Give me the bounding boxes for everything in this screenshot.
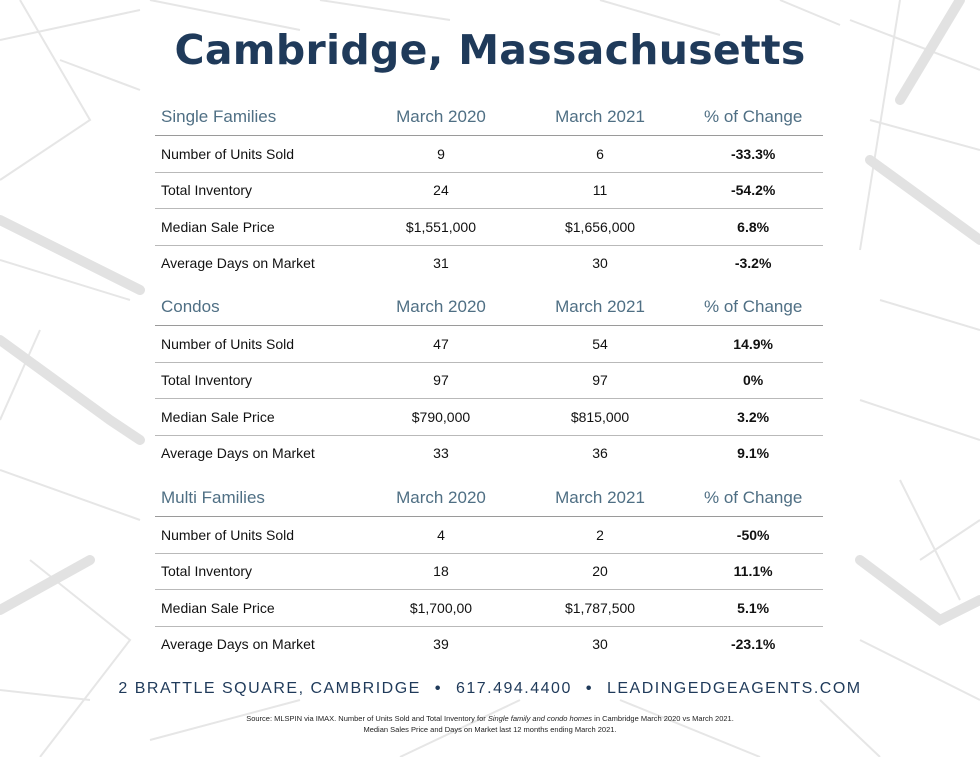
value-change: -3.2% [734, 255, 772, 272]
address-text: 2 BRATTLE SQUARE, CAMBRIDGE [118, 680, 421, 697]
column-march-2020: March 2020 [396, 107, 486, 126]
phone-text: 617.494.4400 [455, 680, 572, 697]
value-2020: 33 [433, 445, 449, 462]
column-march-2021: March 2021 [555, 488, 645, 507]
row-label: Average Days on Market [161, 636, 315, 653]
website-link[interactable]: LEADINGEDGEAGENTS.COM [606, 680, 862, 697]
value-change: 9.1% [737, 445, 770, 462]
source-note [0, 713, 980, 735]
table-header-row [155, 480, 823, 517]
table-row [155, 627, 823, 663]
value-2021: 36 [592, 445, 608, 462]
value-2021: 11 [592, 182, 608, 199]
column-change: % of Change [703, 488, 803, 507]
table-row [155, 517, 823, 554]
value-2021: 30 [592, 636, 608, 653]
row-label: Total Inventory [161, 563, 253, 580]
value-2021: 97 [592, 372, 608, 389]
section-name: Condos [161, 297, 220, 316]
row-label: Median Sale Price [161, 599, 275, 616]
value-change: -50% [736, 526, 770, 543]
row-label: Average Days on Market [161, 255, 315, 272]
source-line-2: Median Sales Price and Days on Market last 12 months ending March 2021. [363, 725, 617, 734]
value-2020: 39 [433, 636, 449, 653]
table-row [155, 326, 823, 363]
value-2021: $1,656,000 [564, 218, 636, 235]
value-change: 6.8% [737, 218, 770, 235]
source-line-1 [0, 713, 980, 724]
separator-dot: • [434, 680, 442, 697]
row-label: Number of Units Sold [161, 335, 295, 352]
table-row [155, 590, 823, 627]
value-change: 5.1% [737, 599, 770, 616]
value-2020: $1,551,000 [405, 218, 476, 235]
value-2020: $1,700,00 [409, 599, 473, 616]
single-families-table [155, 99, 823, 281]
column-change: % of Change [703, 107, 803, 126]
source-text-b: in Cambridge March 2020 vs March 2021. [592, 714, 734, 723]
value-2020: 97 [433, 372, 449, 389]
value-change: 0% [743, 372, 764, 389]
value-2020: 18 [433, 563, 449, 580]
row-label: Median Sale Price [161, 218, 275, 235]
table-row [155, 436, 823, 472]
row-label: Total Inventory [161, 182, 253, 199]
value-change: -23.1% [730, 636, 776, 653]
source-text-emphasis: Single family and condo homes [487, 714, 593, 723]
value-2021: 30 [592, 255, 608, 272]
source-text-a: Source: MLSPIN via IMAX. Number of Units Sold and Total Inventory for [246, 714, 488, 723]
contact-footer [0, 680, 980, 698]
value-2020: $790,000 [411, 408, 471, 425]
value-2021: 54 [592, 335, 608, 352]
table-header-row [155, 289, 823, 326]
column-march-2020: March 2020 [396, 488, 486, 507]
table-row [155, 554, 823, 591]
multi-families-table [155, 480, 823, 662]
page-title: Cambridge, Massachusetts [174, 26, 806, 74]
value-2021: $1,787,500 [564, 599, 636, 616]
value-2020: 24 [433, 182, 449, 199]
value-2021: $815,000 [570, 408, 630, 425]
condos-table [155, 289, 823, 471]
table-header-row [155, 99, 823, 136]
table-row [155, 209, 823, 246]
column-change: % of Change [703, 297, 803, 316]
value-change: 14.9% [733, 335, 773, 352]
section-name: Multi Families [161, 488, 265, 507]
value-2021: 20 [592, 563, 608, 580]
value-2021: 6 [596, 145, 604, 162]
table-row [155, 173, 823, 210]
section-name: Single Families [161, 107, 277, 126]
value-2020: 9 [437, 145, 445, 162]
table-row [155, 363, 823, 400]
table-row [155, 246, 823, 282]
row-label: Median Sale Price [161, 408, 275, 425]
table-row [155, 136, 823, 173]
value-change: -54.2% [730, 182, 776, 199]
row-label: Average Days on Market [161, 445, 315, 462]
row-label: Number of Units Sold [161, 526, 295, 543]
table-row [155, 399, 823, 436]
value-change: -33.3% [730, 145, 776, 162]
column-march-2020: March 2020 [396, 297, 486, 316]
value-2020: 47 [433, 335, 449, 352]
value-change: 3.2% [737, 408, 770, 425]
row-label: Number of Units Sold [161, 145, 295, 162]
value-2020: 4 [437, 526, 445, 543]
column-march-2021: March 2021 [555, 297, 645, 316]
column-march-2021: March 2021 [555, 107, 645, 126]
value-change: 11.1% [733, 563, 773, 580]
value-2021: 2 [596, 526, 604, 543]
separator-dot: • [585, 680, 593, 697]
value-2020: 31 [433, 255, 449, 272]
row-label: Total Inventory [161, 372, 253, 389]
